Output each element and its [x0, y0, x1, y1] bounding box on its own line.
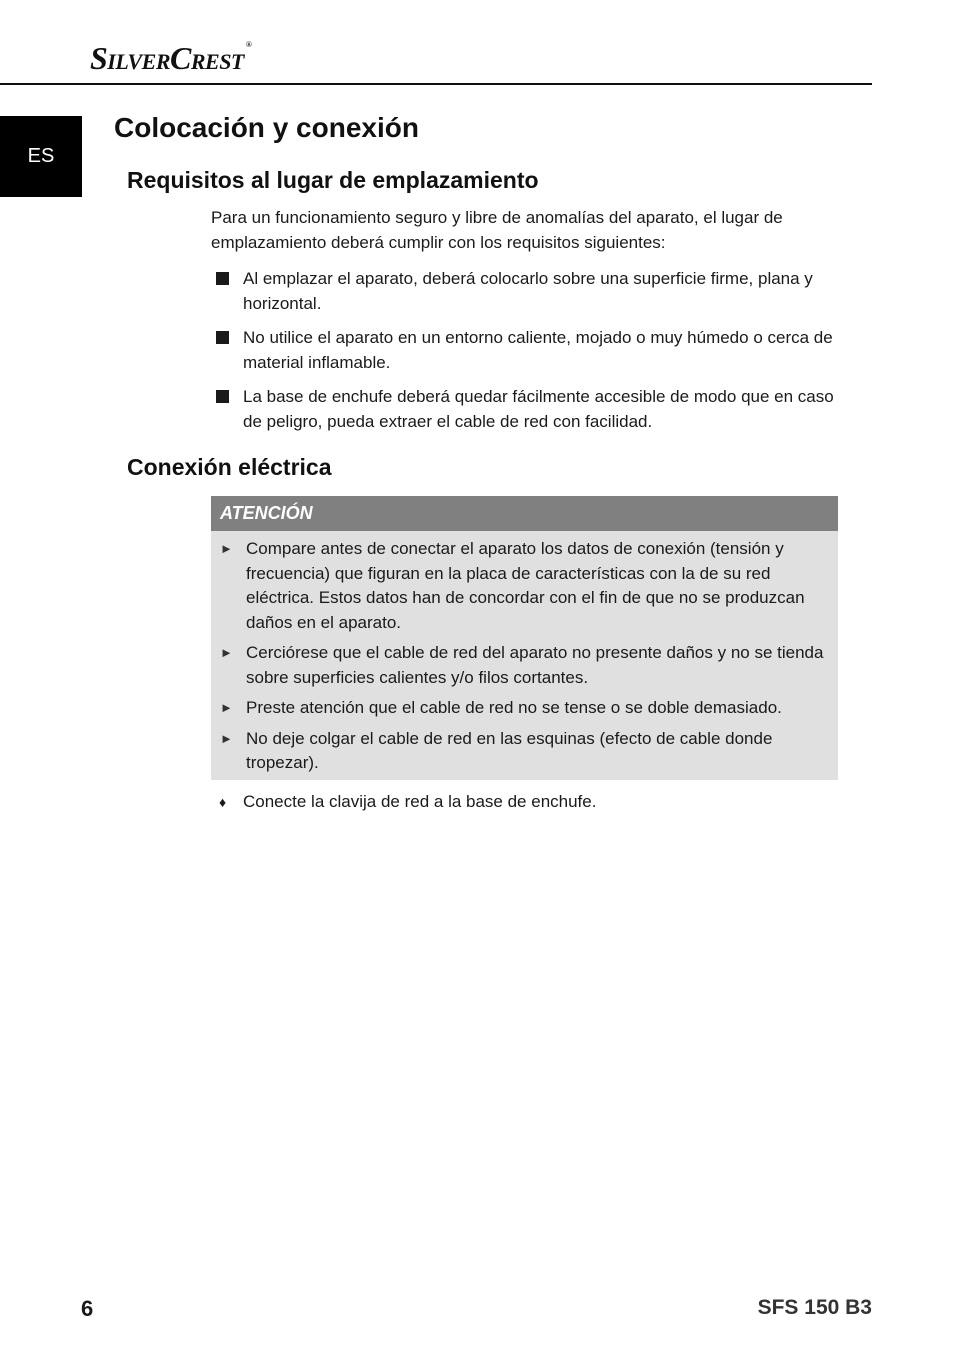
list-item	[220, 727, 828, 776]
list-item	[220, 537, 828, 635]
square-bullet-icon	[216, 272, 229, 285]
list-item	[220, 696, 828, 721]
list-item-text: No utilice el aparato en un entorno caliente, mojado o muy húmedo o cerca de material inflamable.	[243, 328, 833, 372]
list-item-text: Compare antes de conectar el aparato los datos de conexión (tensión y frecuencia) que figuran en la placa de características con la de su red eléctrica. Estos datos han de concordar con el fin de que no se produzcan daños en el aparato.	[246, 539, 805, 632]
square-bullet-icon	[216, 390, 229, 403]
triangle-bullet-icon: ►	[220, 541, 233, 556]
requirements-intro: Para un funcionamiento seguro y libre de anomalías del aparato, el lugar de emplazamiento deberá cumplir con los requisitos siguientes:	[211, 208, 783, 252]
requirements-heading: Requisitos al lugar de emplazamiento	[127, 167, 539, 193]
brand-logo	[90, 40, 251, 77]
registered-mark: ®	[245, 40, 252, 49]
list-item	[216, 385, 841, 434]
list-item	[216, 267, 841, 316]
header-rule	[0, 83, 872, 85]
language-tab: ES	[0, 116, 82, 197]
list-item-text: Al emplazar el aparato, deberá colocarlo sobre una superficie firme, plana y horizontal.	[243, 269, 813, 313]
triangle-bullet-icon: ►	[220, 730, 233, 746]
list-item	[220, 641, 828, 690]
warning-box	[211, 496, 838, 780]
page-number: 6	[81, 1296, 94, 1321]
page-title: Colocación y conexión	[114, 112, 419, 143]
action-step	[219, 790, 596, 815]
requirements-list	[216, 267, 841, 444]
brand-name: SilverCrest	[90, 40, 244, 76]
triangle-bullet-icon: ►	[220, 700, 233, 715]
triangle-bullet-icon: ►	[220, 645, 233, 660]
square-bullet-icon	[216, 331, 229, 344]
action-text: Conecte la clavija de red a la base de enchufe.	[243, 792, 597, 811]
list-item-text: No deje colgar el cable de red en las esquinas (efecto de cable donde tropezar).	[246, 728, 773, 772]
warning-list	[211, 531, 838, 776]
diamond-bullet-icon: ♦	[219, 794, 227, 810]
electrical-heading: Conexión eléctrica	[127, 454, 332, 480]
list-item	[216, 326, 841, 375]
model-number: SFS 150 B3	[757, 1296, 872, 1319]
warning-label: ATENCIÓN	[211, 496, 838, 531]
list-item-text: Preste atención que el cable de red no se tense o se doble demasiado.	[246, 698, 782, 717]
list-item-text: La base de enchufe deberá quedar fácilmente accesible de modo que en caso de peligro, pueda extraer el cable de red con facilidad.	[243, 387, 834, 431]
list-item-text: Cerciórese que el cable de red del aparato no presente daños y no se tienda sobre superficies calientes y/o filos cortantes.	[246, 643, 824, 687]
